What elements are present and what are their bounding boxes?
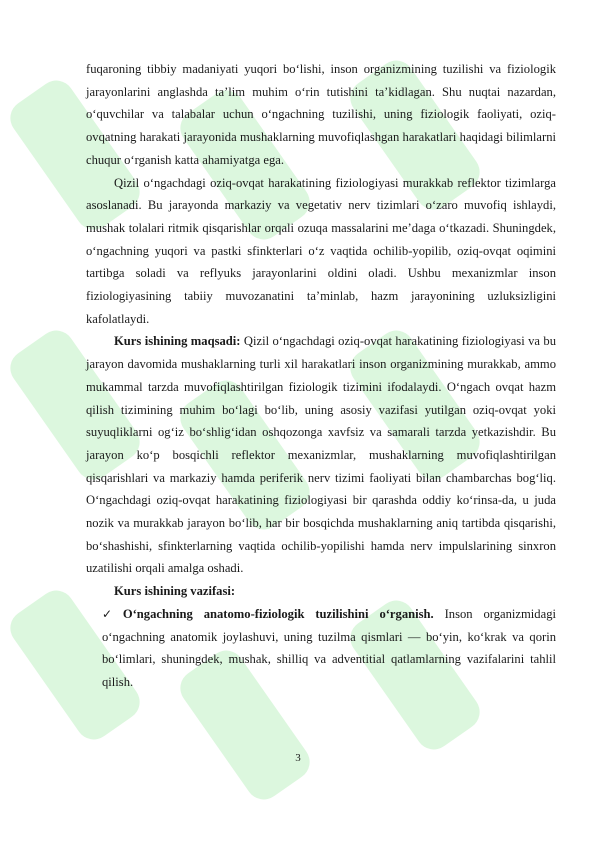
goal-label: Kurs ishining maqsadi: xyxy=(114,334,241,349)
task-item-1 xyxy=(86,603,556,694)
tasks-heading: Kurs ishining vazifasi: xyxy=(114,584,236,599)
goal-text: Qizil o‘ngachdagi oziq-ovqat harakatining fiziologiyasi va bu jarayon davomida mushaklarning turli xil harakatlari inson organizmining murakkab, ammo mukammal tarzda muvofiqlashtirilgan fiziologik tizimini ifodalaydi. O‘ngach ovqat hazm qilish tizimining muhim bo‘lagi bo‘lib, uning asosiy vazifasi yutilgan oziq-ovqat yoki suyuqliklarni og‘iz bo‘shlig‘idan oshqozonga xavfsiz va samarali tarzda yetkazishdir. Bu jarayon ko‘p bosqichli reflektor mexanizmlar, mushaklarning muvofiqlashtirilgan qisqarishlari va markaziy hamda periferik nerv tizimi faoliyati bilan chambarchas bog‘liq. O‘ngachdagi oziq-ovqat harakatining fiziologiyasi bir qarashda oddiy ko‘rinsa-da, u juda nozik va murakkab jarayon bo‘lib, har bir bosqichda mushaklarning aniq tartibda qisqarishi, bo‘shashishi, sfinkterlarning vaqtida ochilib-yopilishi hamda nerv impulslarining sinxron uzatilishi orqali amalga oshadi. xyxy=(86,334,556,576)
document-page xyxy=(86,58,556,694)
paragraph-goal xyxy=(86,330,556,580)
checkmark-icon: ✓ xyxy=(102,606,120,621)
paragraph-1-text: fuqaroning tibbiy madaniyati yuqori bo‘lishi, inson organizmining tuzilishi va fiziologik jarayonlarini anglashda ta’lim muhim o‘rin tutishini ta’kidlagan. Shu nuqtai nazardan, o‘quvchilar va talabalar uchun o‘ngachning tuzilishi, uning fiziologik faoliyati, oziq-ovqatning harakati jarayonida mushaklarning muvofiqlashgan harakatlari haqidagi bilimlarni chuqur o‘rganish katta ahamiyatga ega. xyxy=(86,62,556,167)
task-item-1-text: Inson organizmidagi o‘ngachning anatomik joylashuvi, uning tuzilma qismlari — bo‘yin, ko‘krak va qorin bo‘limlari, shuningdek, mushak, shilliq va adventitial qatlamlarning vazifalarini tahlil qilish. xyxy=(102,606,556,689)
paragraph-2-text: Qizil o‘ngachdagi oziq-ovqat harakatining fiziologiyasi murakkab reflektor tizimlarga asoslanadi. Bu jarayonda markaziy va vegetativ nerv tizimlari o‘zaro muvofiq ishlaydi, mushak tolalari ritmik qisqarishlar orqali ozuqa massalarini me’daga o‘tkazadi. Shuningdek, o‘ngachning yuqori va pastki sfinkterlari o‘z vaqtida ochilib-yopilib, oziq-ovqat oqimini tartibga soladi va reflyuks jarayonlarini oldini oladi. Ushbu mexanizmlar inson fiziologiyasining tabiiy muvozanatini ta’minlab, hazm jarayonining uzluksizligini kafolatlaydi. xyxy=(86,175,556,326)
paragraph-2 xyxy=(86,172,556,331)
page-number: 3 xyxy=(295,752,301,764)
task-item-1-title: O‘ngachning anatomo-fiziologik tuzilishini o‘rganish. xyxy=(122,606,434,621)
paragraph-1 xyxy=(86,58,556,172)
